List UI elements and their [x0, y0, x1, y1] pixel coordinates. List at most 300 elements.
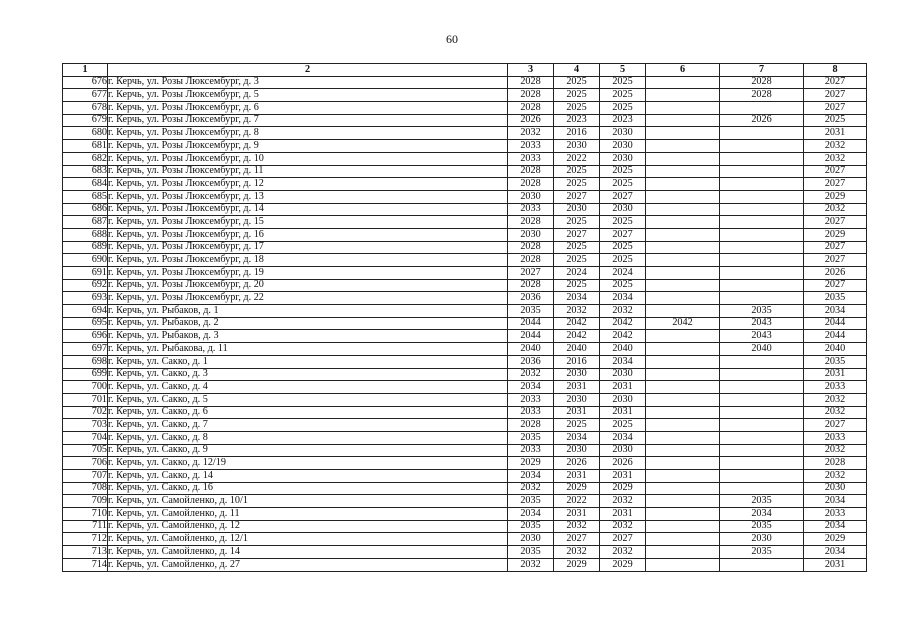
year-col6-cell: [646, 279, 720, 292]
address-cell: г. Керчь, ул. Розы Люксембург, д. 22: [108, 292, 508, 305]
year-col6-cell: [646, 292, 720, 305]
address-cell: г. Керчь, ул. Самойленко, д. 12: [108, 520, 508, 533]
year-col6-cell: [646, 203, 720, 216]
address-cell: г. Керчь, ул. Сакко, д. 16: [108, 482, 508, 495]
year-col4-cell: 2025: [554, 178, 600, 191]
address-cell: г. Керчь, ул. Сакко, д. 6: [108, 406, 508, 419]
address-cell: г. Керчь, ул. Самойленко, д. 14: [108, 546, 508, 559]
year-col8-cell: 2032: [804, 203, 867, 216]
address-cell: г. Керчь, ул. Сакко, д. 14: [108, 470, 508, 483]
year-col7-cell: [720, 419, 804, 432]
table-row: [63, 114, 867, 127]
year-col4-cell: 2027: [554, 533, 600, 546]
year-col5-cell: 2034: [600, 355, 646, 368]
year-col7-cell: [720, 368, 804, 381]
year-col7-cell: [720, 178, 804, 191]
address-cell: г. Керчь, ул. Сакко, д. 7: [108, 419, 508, 432]
year-col5-cell: 2030: [600, 393, 646, 406]
year-col3-cell: 2030: [508, 533, 554, 546]
address-cell: г. Керчь, ул. Рыбакова, д. 11: [108, 343, 508, 356]
year-col8-cell: 2030: [804, 482, 867, 495]
address-cell: г. Керчь, ул. Розы Люксембург, д. 15: [108, 216, 508, 229]
year-col7-cell: [720, 241, 804, 254]
year-col4-cell: 2025: [554, 254, 600, 267]
year-col5-cell: 2030: [600, 368, 646, 381]
year-col8-cell: 2033: [804, 508, 867, 521]
year-col4-cell: 2025: [554, 165, 600, 178]
table-row: [63, 152, 867, 165]
row-number-cell: 704: [63, 431, 108, 444]
year-col5-cell: 2027: [600, 533, 646, 546]
table-row: [63, 355, 867, 368]
year-col7-cell: [720, 279, 804, 292]
year-col7-cell: [720, 127, 804, 140]
table-row: [63, 89, 867, 102]
year-col8-cell: 2032: [804, 152, 867, 165]
year-col7-cell: [720, 355, 804, 368]
year-col3-cell: 2044: [508, 317, 554, 330]
row-number-cell: 678: [63, 102, 108, 115]
year-col3-cell: 2027: [508, 267, 554, 280]
table-row: [63, 406, 867, 419]
year-col3-cell: 2034: [508, 381, 554, 394]
year-col7-cell: 2035: [720, 495, 804, 508]
year-col7-cell: 2034: [720, 508, 804, 521]
year-col7-cell: 2028: [720, 89, 804, 102]
year-col3-cell: 2035: [508, 495, 554, 508]
year-col8-cell: 2031: [804, 368, 867, 381]
year-col6-cell: [646, 216, 720, 229]
row-number-cell: 708: [63, 482, 108, 495]
table-row: [63, 241, 867, 254]
year-col4-cell: 2025: [554, 419, 600, 432]
year-col6-cell: [646, 305, 720, 318]
year-col6-cell: [646, 114, 720, 127]
year-col8-cell: 2035: [804, 292, 867, 305]
year-col3-cell: 2028: [508, 76, 554, 89]
table-row: [63, 470, 867, 483]
year-col8-cell: 2027: [804, 102, 867, 115]
year-col8-cell: 2032: [804, 470, 867, 483]
row-number-cell: 681: [63, 140, 108, 153]
year-col3-cell: 2032: [508, 482, 554, 495]
address-cell: г. Керчь, ул. Розы Люксембург, д. 9: [108, 140, 508, 153]
year-col8-cell: 2034: [804, 546, 867, 559]
year-col5-cell: 2031: [600, 406, 646, 419]
year-col4-cell: 2026: [554, 457, 600, 470]
year-col5-cell: 2025: [600, 102, 646, 115]
column-header: 1: [63, 64, 108, 77]
row-number-cell: 703: [63, 419, 108, 432]
year-col4-cell: 2030: [554, 140, 600, 153]
table-row: [63, 317, 867, 330]
year-col4-cell: 2029: [554, 558, 600, 571]
address-cell: г. Керчь, ул. Розы Люксембург, д. 13: [108, 190, 508, 203]
year-col4-cell: 2032: [554, 520, 600, 533]
row-number-cell: 690: [63, 254, 108, 267]
year-col3-cell: 2035: [508, 546, 554, 559]
year-col7-cell: 2035: [720, 305, 804, 318]
year-col6-cell: [646, 178, 720, 191]
table-row: [63, 444, 867, 457]
year-col5-cell: 2029: [600, 482, 646, 495]
year-col3-cell: 2028: [508, 254, 554, 267]
row-number-cell: 709: [63, 495, 108, 508]
year-col7-cell: [720, 203, 804, 216]
table-row: [63, 343, 867, 356]
row-number-cell: 697: [63, 343, 108, 356]
row-number-cell: 712: [63, 533, 108, 546]
address-cell: г. Керчь, ул. Сакко, д. 5: [108, 393, 508, 406]
year-col5-cell: 2025: [600, 419, 646, 432]
table-row: [63, 419, 867, 432]
year-col5-cell: 2029: [600, 558, 646, 571]
year-col8-cell: 2029: [804, 228, 867, 241]
year-col8-cell: 2033: [804, 431, 867, 444]
year-col7-cell: 2035: [720, 520, 804, 533]
table-row: [63, 495, 867, 508]
page-number: 60: [446, 32, 458, 46]
year-col6-cell: [646, 431, 720, 444]
year-col4-cell: 2025: [554, 102, 600, 115]
year-col5-cell: 2031: [600, 508, 646, 521]
year-col3-cell: 2028: [508, 102, 554, 115]
address-cell: г. Керчь, ул. Розы Люксембург, д. 14: [108, 203, 508, 216]
table-row: [63, 508, 867, 521]
table-row: [63, 431, 867, 444]
address-cell: г. Керчь, ул. Самойленко, д. 10/1: [108, 495, 508, 508]
year-col4-cell: 2042: [554, 330, 600, 343]
year-col3-cell: 2030: [508, 228, 554, 241]
year-col7-cell: [720, 470, 804, 483]
year-col5-cell: 2030: [600, 203, 646, 216]
year-col8-cell: 2027: [804, 216, 867, 229]
address-cell: г. Керчь, ул. Розы Люксембург, д. 7: [108, 114, 508, 127]
year-col6-cell: [646, 482, 720, 495]
year-col3-cell: 2028: [508, 279, 554, 292]
year-col4-cell: 2040: [554, 343, 600, 356]
year-col4-cell: 2023: [554, 114, 600, 127]
year-col8-cell: 2044: [804, 330, 867, 343]
year-col7-cell: 2043: [720, 317, 804, 330]
year-col7-cell: [720, 292, 804, 305]
data-table: [62, 63, 867, 572]
address-cell: г. Керчь, ул. Сакко, д. 1: [108, 355, 508, 368]
year-col4-cell: 2032: [554, 305, 600, 318]
address-cell: г. Керчь, ул. Розы Люксембург, д. 10: [108, 152, 508, 165]
year-col3-cell: 2032: [508, 368, 554, 381]
year-col6-cell: [646, 330, 720, 343]
year-col7-cell: [720, 406, 804, 419]
year-col8-cell: 2027: [804, 254, 867, 267]
year-col5-cell: 2024: [600, 267, 646, 280]
year-col6-cell: 2042: [646, 317, 720, 330]
year-col6-cell: [646, 508, 720, 521]
year-col7-cell: [720, 140, 804, 153]
address-cell: г. Керчь, ул. Розы Люксембург, д. 11: [108, 165, 508, 178]
year-col5-cell: 2040: [600, 343, 646, 356]
year-col7-cell: 2030: [720, 533, 804, 546]
year-col5-cell: 2025: [600, 216, 646, 229]
column-header: 8: [804, 64, 867, 77]
year-col4-cell: 2030: [554, 368, 600, 381]
row-number-cell: 688: [63, 228, 108, 241]
address-cell: г. Керчь, ул. Розы Люксембург, д. 5: [108, 89, 508, 102]
year-col8-cell: 2026: [804, 267, 867, 280]
year-col6-cell: [646, 355, 720, 368]
year-col4-cell: 2030: [554, 393, 600, 406]
year-col8-cell: 2025: [804, 114, 867, 127]
year-col4-cell: 2032: [554, 546, 600, 559]
year-col5-cell: 2025: [600, 241, 646, 254]
year-col6-cell: [646, 127, 720, 140]
year-col6-cell: [646, 165, 720, 178]
row-number-cell: 679: [63, 114, 108, 127]
year-col3-cell: 2044: [508, 330, 554, 343]
year-col5-cell: 2032: [600, 520, 646, 533]
year-col8-cell: 2032: [804, 393, 867, 406]
year-col6-cell: [646, 495, 720, 508]
year-col8-cell: 2031: [804, 127, 867, 140]
year-col3-cell: 2034: [508, 508, 554, 521]
year-col3-cell: 2032: [508, 127, 554, 140]
address-cell: г. Керчь, ул. Сакко, д. 3: [108, 368, 508, 381]
column-header: 4: [554, 64, 600, 77]
year-col4-cell: 2031: [554, 406, 600, 419]
year-col4-cell: 2027: [554, 228, 600, 241]
year-col8-cell: 2029: [804, 190, 867, 203]
year-col3-cell: 2029: [508, 457, 554, 470]
year-col4-cell: 2022: [554, 152, 600, 165]
table-row: [63, 330, 867, 343]
year-col8-cell: 2033: [804, 381, 867, 394]
year-col7-cell: 2035: [720, 546, 804, 559]
year-col5-cell: 2023: [600, 114, 646, 127]
year-col8-cell: 2028: [804, 457, 867, 470]
year-col5-cell: 2030: [600, 444, 646, 457]
table-row: [63, 368, 867, 381]
year-col7-cell: 2026: [720, 114, 804, 127]
row-number-cell: 693: [63, 292, 108, 305]
row-number-cell: 698: [63, 355, 108, 368]
year-col6-cell: [646, 558, 720, 571]
year-col6-cell: [646, 368, 720, 381]
year-col7-cell: 2043: [720, 330, 804, 343]
year-col3-cell: 2034: [508, 470, 554, 483]
year-col7-cell: [720, 393, 804, 406]
year-col8-cell: 2027: [804, 279, 867, 292]
row-number-cell: 699: [63, 368, 108, 381]
year-col4-cell: 2025: [554, 241, 600, 254]
year-col3-cell: 2030: [508, 190, 554, 203]
year-col8-cell: 2027: [804, 241, 867, 254]
row-number-cell: 676: [63, 76, 108, 89]
row-number-cell: 684: [63, 178, 108, 191]
year-col5-cell: 2025: [600, 165, 646, 178]
year-col3-cell: 2035: [508, 520, 554, 533]
year-col6-cell: [646, 89, 720, 102]
year-col8-cell: 2029: [804, 533, 867, 546]
year-col7-cell: 2028: [720, 76, 804, 89]
address-cell: г. Керчь, ул. Сакко, д. 9: [108, 444, 508, 457]
year-col4-cell: 2025: [554, 89, 600, 102]
year-col6-cell: [646, 76, 720, 89]
column-header: 2: [108, 64, 508, 77]
address-cell: г. Керчь, ул. Самойленко, д. 27: [108, 558, 508, 571]
year-col8-cell: 2032: [804, 444, 867, 457]
column-header: 6: [646, 64, 720, 77]
address-cell: г. Керчь, ул. Рыбаков, д. 1: [108, 305, 508, 318]
year-col4-cell: 2034: [554, 431, 600, 444]
header-row: [63, 64, 867, 77]
address-cell: г. Керчь, ул. Самойленко, д. 11: [108, 508, 508, 521]
year-col6-cell: [646, 190, 720, 203]
address-cell: г. Керчь, ул. Розы Люксембург, д. 3: [108, 76, 508, 89]
address-cell: г. Керчь, ул. Розы Люксембург, д. 6: [108, 102, 508, 115]
address-cell: г. Керчь, ул. Розы Люксембург, д. 18: [108, 254, 508, 267]
year-col4-cell: 2027: [554, 190, 600, 203]
row-number-cell: 691: [63, 267, 108, 280]
year-col3-cell: 2026: [508, 114, 554, 127]
year-col7-cell: [720, 165, 804, 178]
year-col8-cell: 2027: [804, 89, 867, 102]
year-col3-cell: 2036: [508, 292, 554, 305]
row-number-cell: 695: [63, 317, 108, 330]
year-col3-cell: 2028: [508, 89, 554, 102]
year-col4-cell: 2029: [554, 482, 600, 495]
year-col6-cell: [646, 254, 720, 267]
year-col5-cell: 2026: [600, 457, 646, 470]
year-col4-cell: 2030: [554, 203, 600, 216]
address-cell: г. Керчь, ул. Розы Люксембург, д. 16: [108, 228, 508, 241]
column-header: 7: [720, 64, 804, 77]
year-col5-cell: 2030: [600, 152, 646, 165]
table-row: [63, 102, 867, 115]
year-col3-cell: 2028: [508, 419, 554, 432]
year-col3-cell: 2033: [508, 406, 554, 419]
year-col6-cell: [646, 393, 720, 406]
row-number-cell: 677: [63, 89, 108, 102]
year-col4-cell: 2031: [554, 381, 600, 394]
year-col6-cell: [646, 381, 720, 394]
year-col4-cell: 2034: [554, 292, 600, 305]
year-col4-cell: 2024: [554, 267, 600, 280]
year-col4-cell: 2031: [554, 508, 600, 521]
table-row: [63, 76, 867, 89]
table-row: [63, 482, 867, 495]
year-col7-cell: [720, 102, 804, 115]
year-col6-cell: [646, 406, 720, 419]
row-number-cell: 700: [63, 381, 108, 394]
year-col5-cell: 2032: [600, 546, 646, 559]
year-col3-cell: 2033: [508, 140, 554, 153]
table-row: [63, 190, 867, 203]
address-cell: г. Керчь, ул. Розы Люксембург, д. 19: [108, 267, 508, 280]
row-number-cell: 711: [63, 520, 108, 533]
row-number-cell: 682: [63, 152, 108, 165]
year-col4-cell: 2025: [554, 279, 600, 292]
year-col5-cell: 2027: [600, 190, 646, 203]
year-col7-cell: [720, 558, 804, 571]
column-header: 3: [508, 64, 554, 77]
year-col7-cell: [720, 381, 804, 394]
year-col3-cell: 2028: [508, 216, 554, 229]
year-col5-cell: 2025: [600, 254, 646, 267]
address-cell: г. Керчь, ул. Сакко, д. 4: [108, 381, 508, 394]
year-col5-cell: 2042: [600, 317, 646, 330]
address-cell: г. Керчь, ул. Самойленко, д. 12/1: [108, 533, 508, 546]
year-col3-cell: 2033: [508, 444, 554, 457]
year-col5-cell: 2032: [600, 305, 646, 318]
year-col7-cell: [720, 216, 804, 229]
year-col6-cell: [646, 140, 720, 153]
year-col5-cell: 2031: [600, 381, 646, 394]
year-col3-cell: 2035: [508, 305, 554, 318]
year-col3-cell: 2033: [508, 393, 554, 406]
year-col8-cell: 2032: [804, 140, 867, 153]
table-body: [63, 76, 867, 571]
address-cell: г. Керчь, ул. Розы Люксембург, д. 20: [108, 279, 508, 292]
year-col8-cell: 2027: [804, 178, 867, 191]
column-header: 5: [600, 64, 646, 77]
year-col7-cell: [720, 444, 804, 457]
year-col7-cell: [720, 190, 804, 203]
year-col5-cell: 2025: [600, 178, 646, 191]
table-row: [63, 140, 867, 153]
table-row: [63, 165, 867, 178]
year-col8-cell: 2040: [804, 343, 867, 356]
year-col8-cell: 2027: [804, 165, 867, 178]
row-number-cell: 680: [63, 127, 108, 140]
year-col6-cell: [646, 228, 720, 241]
row-number-cell: 710: [63, 508, 108, 521]
year-col6-cell: [646, 267, 720, 280]
row-number-cell: 707: [63, 470, 108, 483]
address-cell: г. Керчь, ул. Розы Люксембург, д. 8: [108, 127, 508, 140]
row-number-cell: 685: [63, 190, 108, 203]
row-number-cell: 696: [63, 330, 108, 343]
year-col8-cell: 2034: [804, 495, 867, 508]
year-col8-cell: 2044: [804, 317, 867, 330]
table-row: [63, 216, 867, 229]
year-col3-cell: 2032: [508, 558, 554, 571]
address-cell: г. Керчь, ул. Рыбаков, д. 3: [108, 330, 508, 343]
address-cell: г. Керчь, ул. Розы Люксембург, д. 12: [108, 178, 508, 191]
year-col4-cell: 2030: [554, 444, 600, 457]
year-col4-cell: 2022: [554, 495, 600, 508]
table-row: [63, 520, 867, 533]
row-number-cell: 701: [63, 393, 108, 406]
year-col7-cell: [720, 267, 804, 280]
row-number-cell: 687: [63, 216, 108, 229]
year-col7-cell: [720, 254, 804, 267]
table-row: [63, 127, 867, 140]
year-col8-cell: 2034: [804, 520, 867, 533]
address-cell: г. Керчь, ул. Сакко, д. 12/19: [108, 457, 508, 470]
year-col5-cell: 2027: [600, 228, 646, 241]
year-col4-cell: 2025: [554, 216, 600, 229]
year-col6-cell: [646, 533, 720, 546]
year-col3-cell: 2028: [508, 241, 554, 254]
year-col7-cell: [720, 457, 804, 470]
year-col5-cell: 2042: [600, 330, 646, 343]
year-col6-cell: [646, 343, 720, 356]
year-col5-cell: 2031: [600, 470, 646, 483]
year-col4-cell: 2042: [554, 317, 600, 330]
table-row: [63, 267, 867, 280]
table-row: [63, 228, 867, 241]
year-col8-cell: 2035: [804, 355, 867, 368]
